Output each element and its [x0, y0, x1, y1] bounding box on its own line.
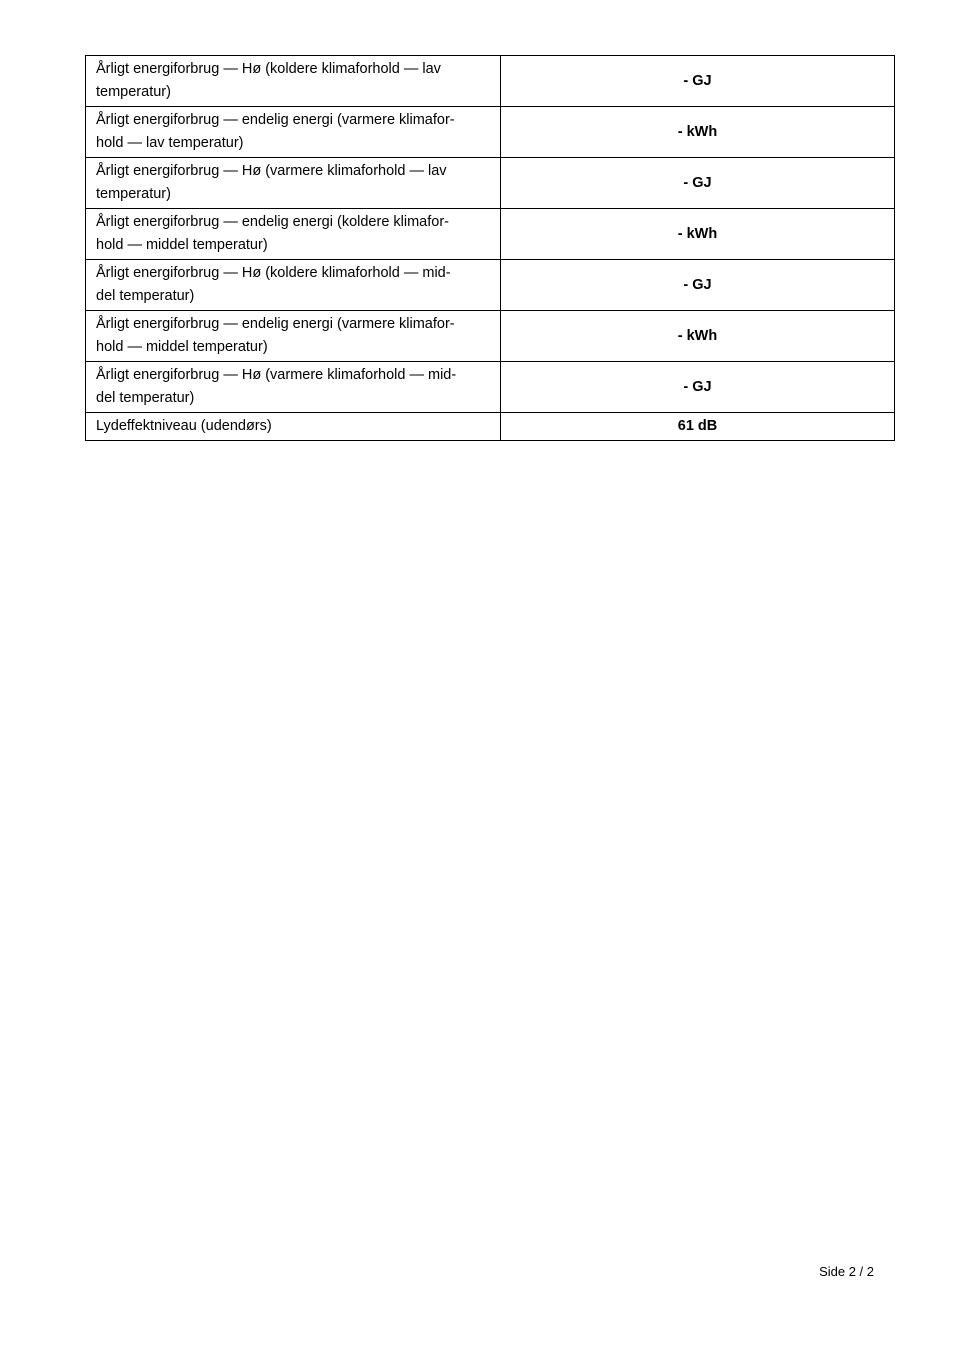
row-label-line2: temperatur)	[96, 84, 171, 100]
row-label	[86, 158, 501, 209]
page-number: Side 2 / 2	[819, 1264, 874, 1279]
row-label-line1: Årligt energiforbrug — endelig energi (koldere klimafor-	[96, 214, 449, 230]
table-row	[86, 413, 895, 441]
table-row	[86, 311, 895, 362]
row-label	[86, 56, 501, 107]
row-label-line2: hold — lav temperatur)	[96, 135, 244, 151]
energy-spec-table	[85, 55, 895, 441]
row-label	[86, 362, 501, 413]
row-label-line1: Årligt energiforbrug — Hø (varmere klimaforhold — mid-	[96, 367, 457, 383]
row-label	[86, 209, 501, 260]
row-label-line2: del temperatur)	[96, 390, 195, 406]
row-label-line1: Lydeffektniveau (udendørs)	[96, 418, 272, 434]
row-value: - GJ	[501, 362, 895, 413]
row-value: 61 dB	[501, 413, 895, 441]
table-row	[86, 158, 895, 209]
table-row	[86, 362, 895, 413]
row-value: - GJ	[501, 56, 895, 107]
table-row	[86, 209, 895, 260]
row-label	[86, 260, 501, 311]
row-label-line1: Årligt energiforbrug — Hø (koldere klimaforhold — mid-	[96, 265, 451, 281]
row-label-line2: hold — middel temperatur)	[96, 237, 268, 253]
row-label-line1: Årligt energiforbrug — endelig energi (varmere klimafor-	[96, 112, 455, 128]
table-row	[86, 107, 895, 158]
row-label-line2: hold — middel temperatur)	[96, 339, 268, 355]
row-value: - GJ	[501, 158, 895, 209]
row-value: - kWh	[501, 311, 895, 362]
row-value: - kWh	[501, 209, 895, 260]
table-row	[86, 56, 895, 107]
row-label-line1: Årligt energiforbrug — endelig energi (varmere klimafor-	[96, 316, 455, 332]
table-row	[86, 260, 895, 311]
row-label-line1: Årligt energiforbrug — Hø (koldere klimaforhold — lav	[96, 61, 441, 77]
row-label	[86, 413, 501, 441]
row-label	[86, 311, 501, 362]
row-label-line2: temperatur)	[96, 186, 171, 202]
row-label-line1: Årligt energiforbrug — Hø (varmere klimaforhold — lav	[96, 163, 447, 179]
row-value: - kWh	[501, 107, 895, 158]
row-label	[86, 107, 501, 158]
row-value: - GJ	[501, 260, 895, 311]
row-label-line2: del temperatur)	[96, 288, 195, 304]
